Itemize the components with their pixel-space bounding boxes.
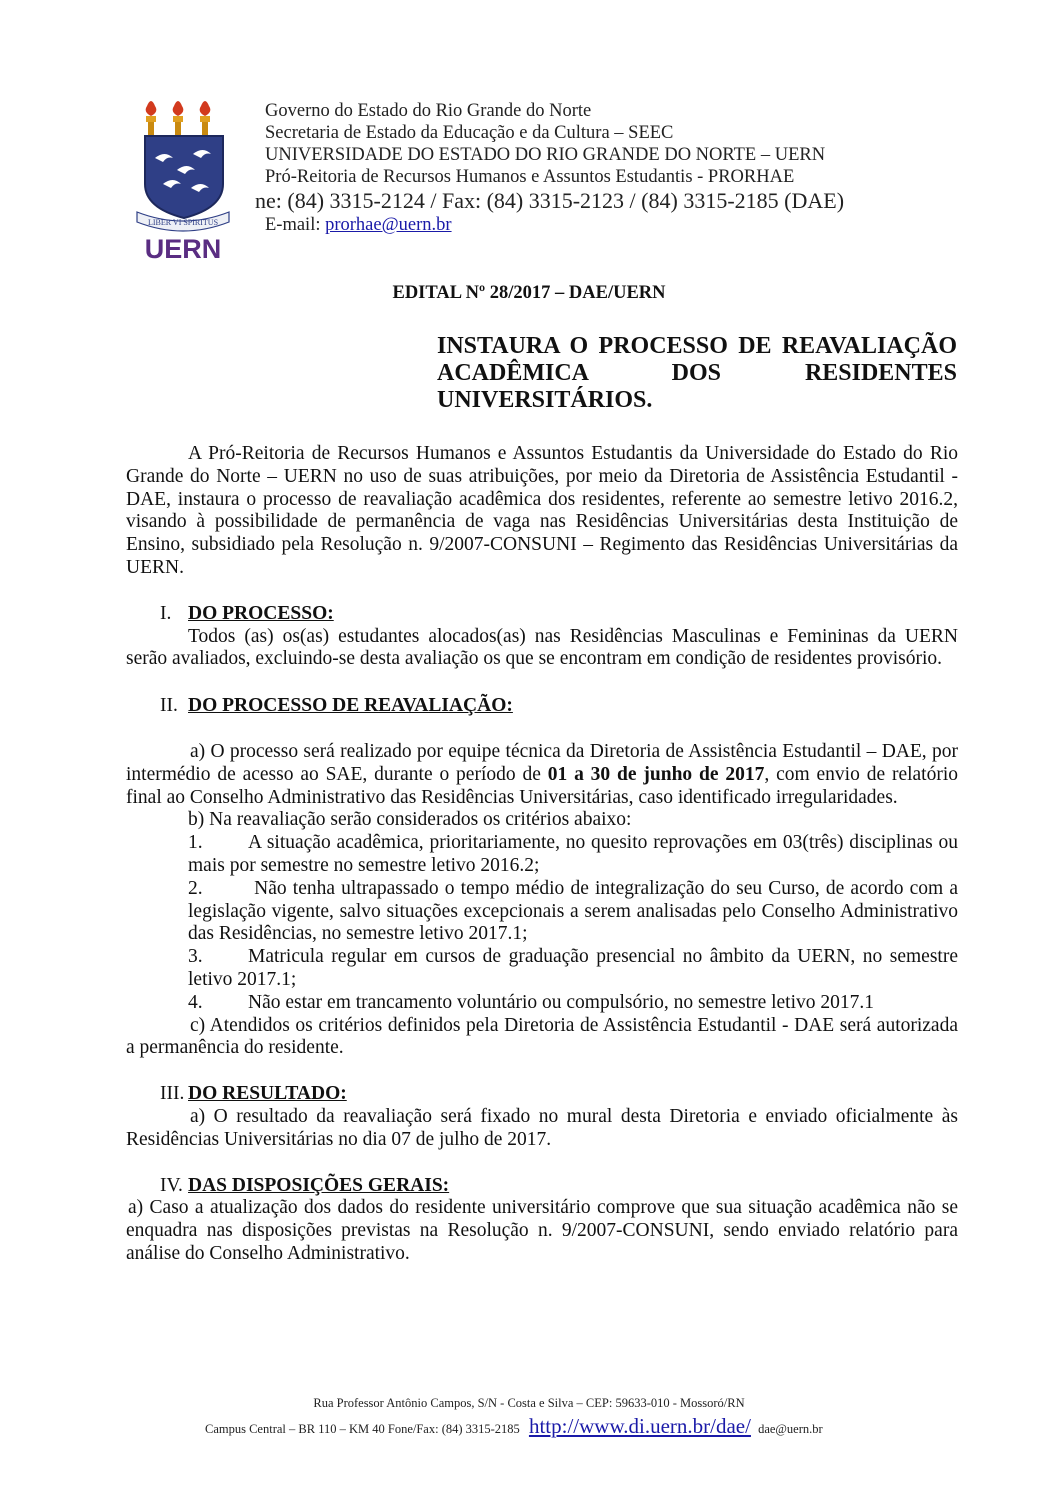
period-highlight: 01 a 30 de junho de 2017 xyxy=(547,763,765,785)
footer-contact xyxy=(205,1414,823,1439)
footer-email: dae@uern.br xyxy=(758,1422,823,1436)
section-title: DO PROCESSO: xyxy=(188,602,334,624)
torch-icon xyxy=(173,101,184,136)
section-title: DO RESULTADO: xyxy=(188,1083,347,1105)
subject-line-3: UNIVERSITÁRIOS. xyxy=(437,387,653,413)
section-reavaliacao xyxy=(126,695,958,718)
footer-url-link[interactable]: http://www.di.uern.br/dae/ xyxy=(528,1414,751,1438)
section-disposicoes-text: a) Caso a atualização dos dados do residente universitário comprove que sua situação acadêmica não se enquadra nas disposições previstas na Resolução n. 9/2007-CONSUNI, sendo enviado relatório para análise do Conselho Administrativo. xyxy=(126,1197,958,1264)
email-label: E-mail: xyxy=(265,215,321,235)
svg-text:UERN: UERN xyxy=(144,234,222,262)
document-body xyxy=(126,443,958,1266)
subject-line-1: INSTAURA O PROCESSO DE REAVALIAÇÃO xyxy=(437,333,957,359)
section-number: III. xyxy=(160,1083,185,1105)
torch-icon xyxy=(200,101,211,136)
section-reavaliacao-item-c: c) Atendidos os critérios definidos pela Diretoria de Assistência Estudantil - DAE será autorizada a permanência do residente. xyxy=(126,1014,958,1059)
section-processo xyxy=(126,603,958,626)
shield-icon xyxy=(145,136,223,218)
footer-campus: Campus Central – BR 110 – KM 40 Fone/Fax: (84) 3315-2185 xyxy=(205,1422,520,1436)
edital-subject xyxy=(437,333,957,414)
section-resultado-text: a) O resultado da reavaliação será fixado no mural desta Diretoria e enviado oficialmente às Residências Universitárias no dia 07 de julho de 2017. xyxy=(126,1105,958,1150)
torch-icon xyxy=(146,101,157,136)
email-link[interactable]: prorhae@uern.br xyxy=(325,215,452,235)
intro-paragraph: A Pró-Reitoria de Recursos Humanos e Assuntos Estudantis da Universidade do Estado do Rio Grande do Norte – UERN no uso de suas atribuições, por meio da Diretoria de Assistência Estudantil - DAE, instaura o processo de reavaliação acadêmica dos residentes, referente ao semestre letivo 2016.2, visando à possibilidade de permanência de vaga nas Residências Universitárias desta Instituição de Ensino, subsidiado pela Resolução n. 9/2007-CONSUNI – Regimento das Residências Universitárias da UERN. xyxy=(126,443,958,578)
section-title: DAS DISPOSIÇÕES GERAIS: xyxy=(188,1174,450,1196)
section-number: II. xyxy=(160,695,178,717)
section-reavaliacao-item-b: b) Na reavaliação serão considerados os critérios abaixo: xyxy=(188,809,632,831)
criterion-item: 3. Matricula regular em cursos de graduação presencial no âmbito da UERN, no semestre letivo 2017.1; xyxy=(188,946,958,990)
footer-address: Rua Professor Antônio Campos, S/N - Costa e Silva – CEP: 59633-010 - Mossoró/RN xyxy=(313,1396,745,1410)
criterion-item: 2. Não tenha ultrapassado o tempo médio de integralização do seu Curso, de acordo com a legislação vigente, salvo situações excepcionais a serem analisadas pelo Conselho Administrativo das Residências, no semestre letivo 2017.1; xyxy=(188,877,958,945)
subject-line-2: ACADÊMICA DOS RESIDENTES xyxy=(437,360,957,386)
section-number: IV. xyxy=(160,1174,183,1196)
letterhead-phone: ne: (84) 3315-2124 / Fax: (84) 3315-2123 / (84) 3315-2185 (DAE) xyxy=(255,188,845,213)
letterhead-secretariat: Secretaria de Estado da Educação e da Cultura – SEEC xyxy=(265,123,674,143)
section-processo-text: Todos (as) os(as) estudantes alocados(as) nas Residências Masculinas e Femininas da UERN serão avaliados, excluindo-se desta avaliação os que se encontram em condição de residentes provisório. xyxy=(126,625,958,670)
letterhead-university: UNIVERSIDADE DO ESTADO DO RIO GRANDE DO NORTE – UERN xyxy=(265,145,826,165)
letterhead-government: Governo do Estado do Rio Grande do Norte xyxy=(265,101,592,121)
section-disposicoes xyxy=(126,1175,958,1198)
section-resultado xyxy=(126,1083,958,1106)
section-reavaliacao-item-a: a) O processo será realizado por equipe técnica da Diretoria de Assistência Estudantil – DAE, por intermédio de acesso ao SAE, durante o período de 01 a 30 de junho de 2017, com envio de relatório final ao Conselho Administrativo das Residências Universitárias, caso identificado irregularidades. xyxy=(126,740,958,808)
section-number: I. xyxy=(160,602,172,624)
section-title: DO PROCESSO DE REAVALIAÇÃO: xyxy=(188,695,513,717)
criterion-item: 1. A situação acadêmica, prioritariamente, no quesito reprovações em 03(três) disciplinas ou mais por semestre no semestre letivo 2016.2; xyxy=(188,832,958,876)
svg-text:LIBER VI SPIRITUS: LIBER VI SPIRITUS xyxy=(147,218,219,227)
criterion-item: 4. Não estar em trancamento voluntário ou compulsório, no semestre letivo 2017.1 xyxy=(188,991,875,1013)
uern-logo xyxy=(133,96,233,262)
edital-title: EDITAL Nº 28/2017 – DAE/UERN xyxy=(392,283,666,303)
letterhead-email-line xyxy=(265,214,854,236)
letterhead-department: Pró-Reitoria de Recursos Humanos e Assuntos Estudantis - PRORHAE xyxy=(265,167,795,187)
criteria-list xyxy=(126,832,958,1014)
letterhead xyxy=(255,100,854,236)
